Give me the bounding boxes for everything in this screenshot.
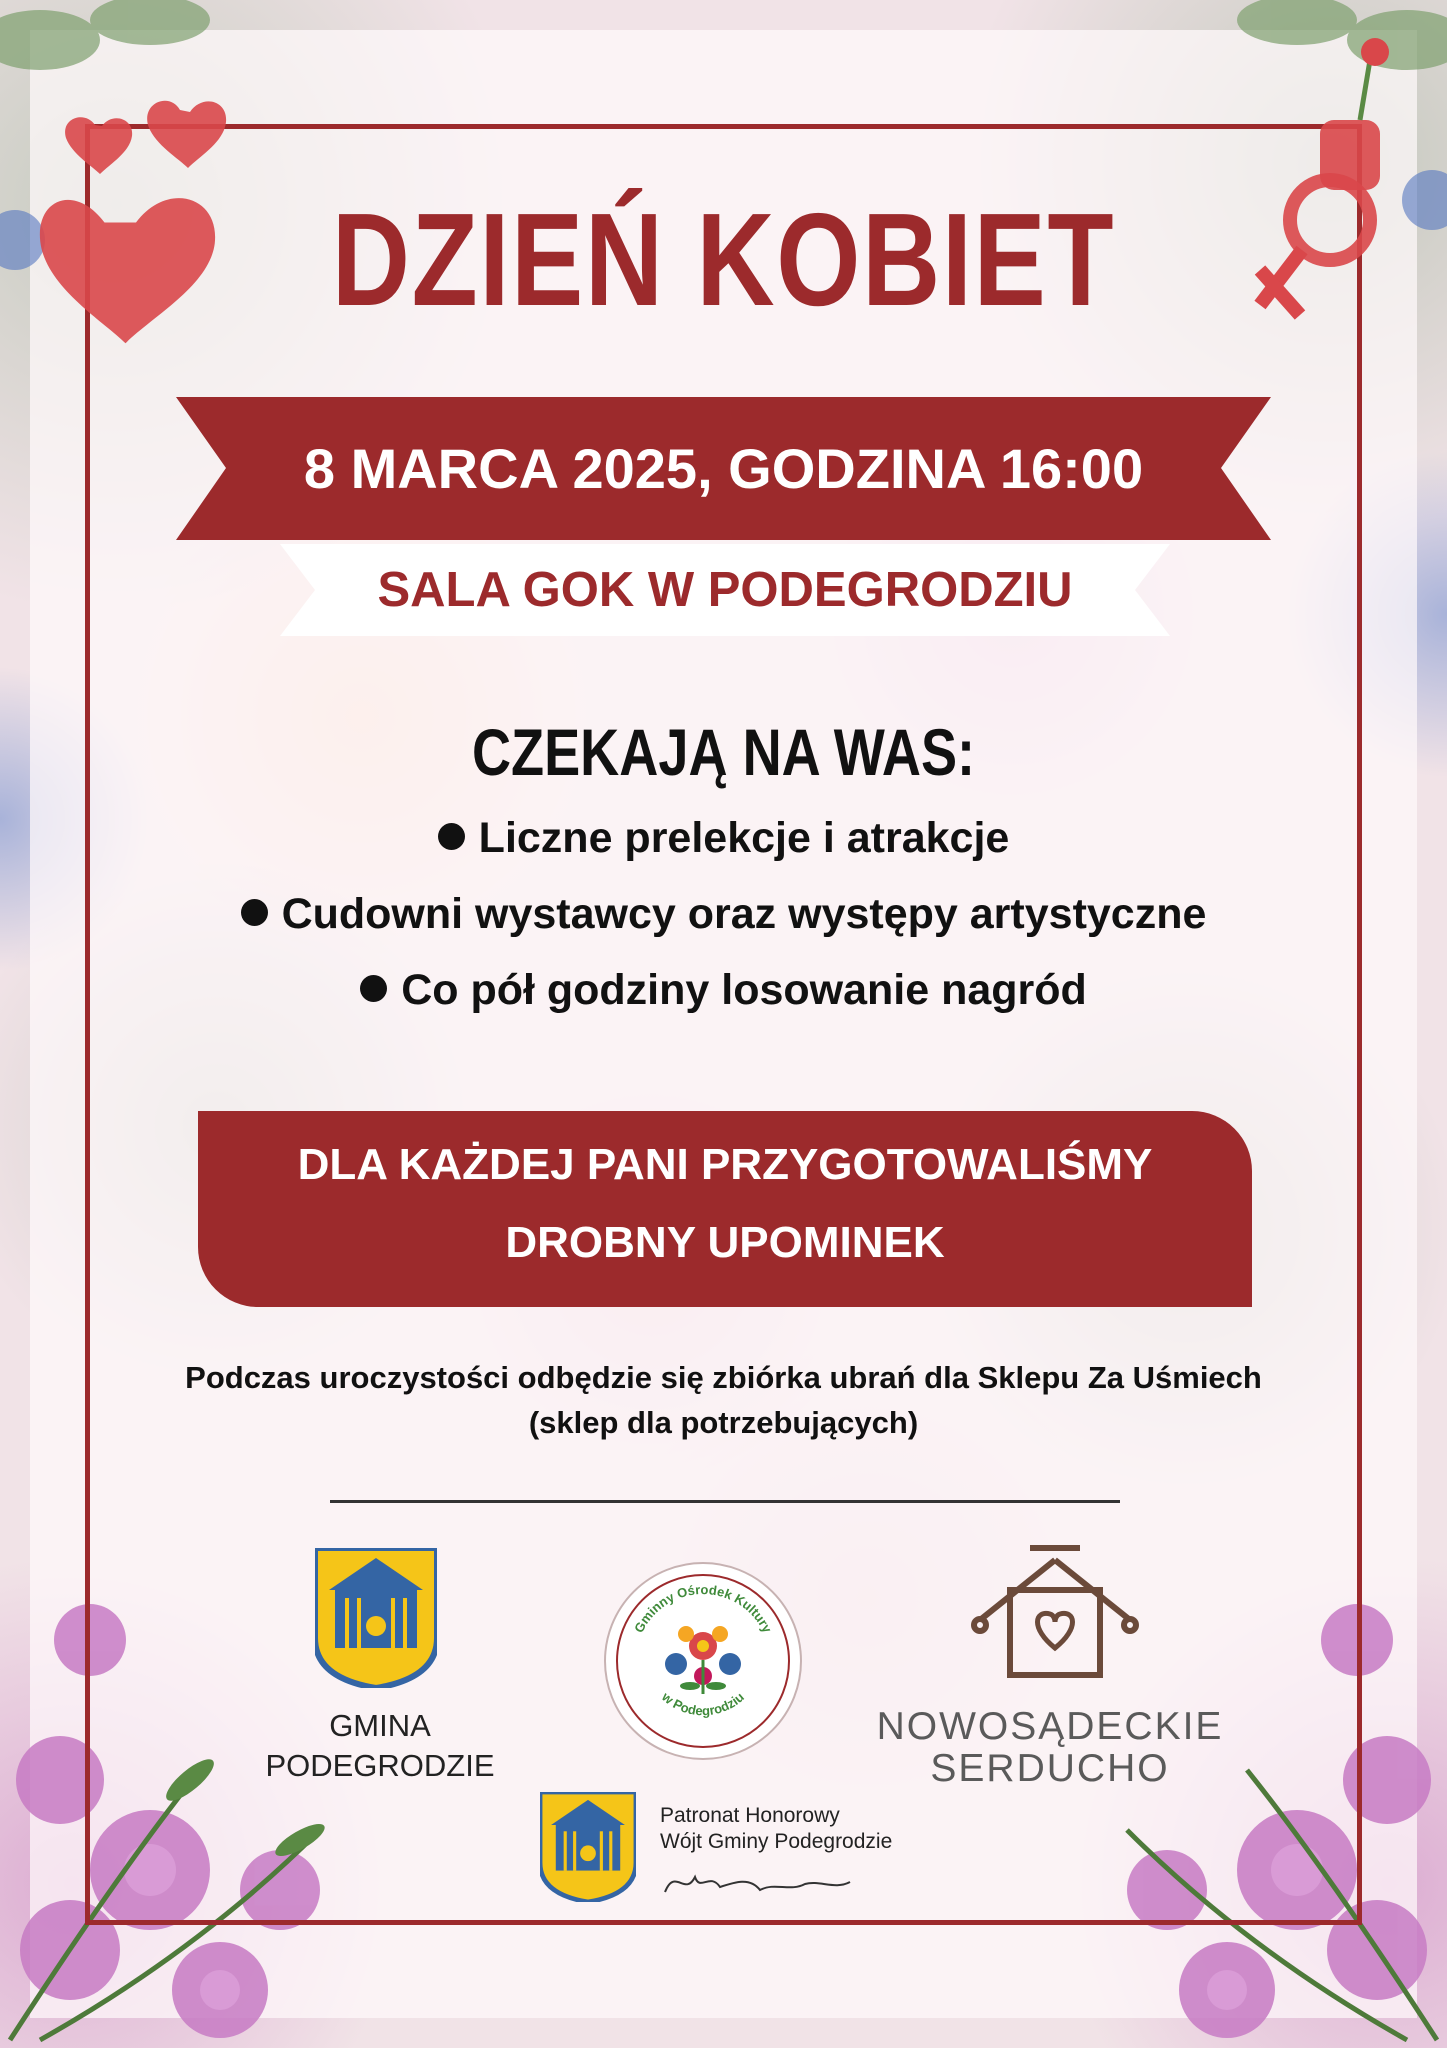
collection-note-line-1: Podczas uroczystości odbędzie się zbiórka ubrań dla Sklepu Za Uśmiech: [185, 1360, 1262, 1395]
waiting-heading: CZEKAJĄ NA WAS:: [471, 715, 976, 789]
gift-line-1: DLA KAŻDEJ PANI PRZYGOTOWALIŚMY: [297, 1140, 1153, 1189]
coat-of-arms-icon: [540, 1792, 636, 1902]
nowosadeckie-line-1: NOWOSĄDECKIE: [876, 1705, 1224, 1748]
divider: [330, 1500, 1120, 1503]
list-item: [0, 876, 1447, 952]
gmina-line-1: GMINA: [329, 1708, 431, 1743]
attractions-list: [0, 800, 1447, 1028]
house-heart-icon: [970, 1540, 1140, 1680]
gok-emblem-icon: [606, 1564, 800, 1758]
patronage-line-2: Wójt Gminy Podegrodzie: [660, 1830, 893, 1853]
bullet-icon: [438, 823, 465, 850]
page-title: DZIEŃ KOBIET: [331, 186, 1116, 333]
signature-icon: [660, 1862, 860, 1902]
coat-of-arms-icon: [315, 1548, 437, 1688]
list-item: [0, 800, 1447, 876]
gmina-line-2: PODEGRODZIE: [265, 1748, 495, 1783]
attraction-text: Liczne prelekcje i atrakcje: [478, 814, 1010, 862]
date-banner-text: 8 MARCA 2025, GODZINA 16:00: [303, 437, 1144, 500]
gift-line-2: DROBNY UPOMINEK: [505, 1218, 945, 1267]
gok-ring-top: Gminny Ośrodek Kultury: [631, 1581, 775, 1636]
attraction-text: Co pół godziny losowanie nagród: [401, 966, 1087, 1014]
gok-logo: [604, 1562, 802, 1760]
gok-ring-bottom: w Podegrodziu: [659, 1689, 747, 1719]
list-item: [0, 952, 1447, 1028]
venue-text: SALA GOK W PODEGRODZIU: [377, 563, 1073, 617]
collection-note-line-2: (sklep dla potrzebujących): [528, 1405, 919, 1440]
attraction-text: Cudowni wystawcy oraz występy artystyczne: [281, 890, 1207, 938]
bullet-icon: [241, 899, 268, 926]
patronage-line-1: Patronat Honorowy: [660, 1804, 840, 1827]
bullet-icon: [360, 975, 387, 1002]
nowosadeckie-line-2: SERDUCHO: [930, 1747, 1170, 1790]
